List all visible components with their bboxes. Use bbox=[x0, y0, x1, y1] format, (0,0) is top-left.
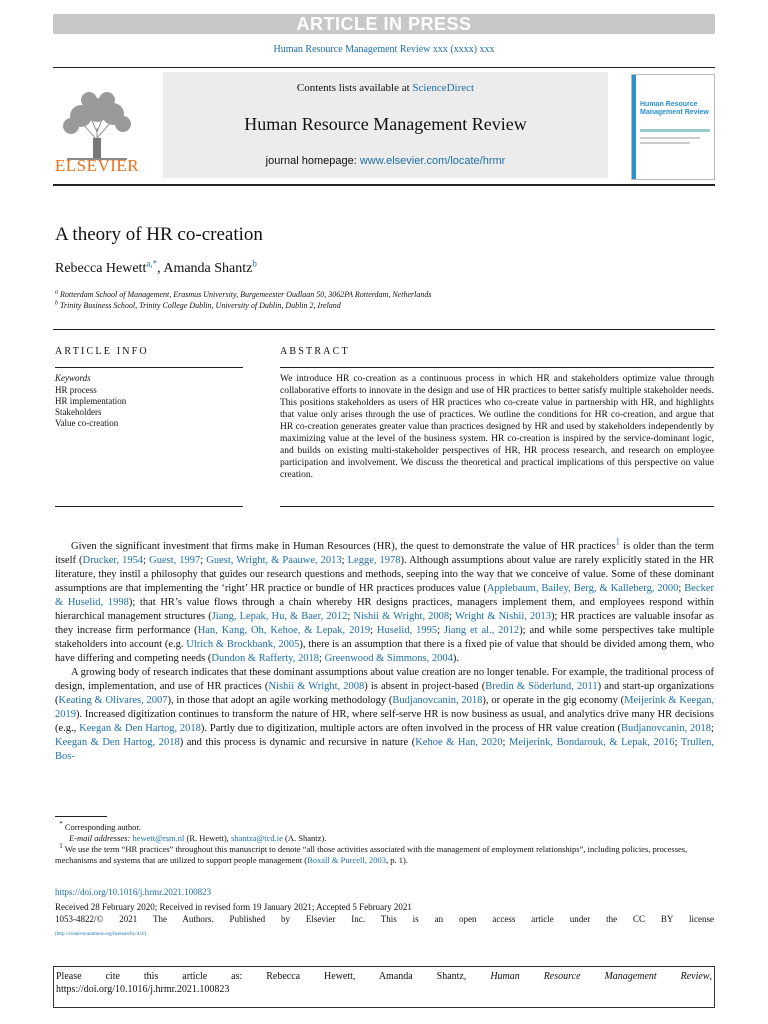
affiliation-a bbox=[55, 290, 431, 299]
footnote-ref[interactable]: 1 bbox=[615, 536, 621, 547]
footnote-mark: 1 bbox=[59, 842, 63, 851]
cite-suffix: , bbox=[709, 971, 713, 982]
homepage-prefix: journal homepage: bbox=[265, 155, 357, 167]
citation-link[interactable]: Meijerink & Keegan, 2019 bbox=[55, 695, 714, 720]
journal-homepage bbox=[163, 155, 608, 167]
footnote-text bbox=[55, 844, 687, 865]
affiliation-b bbox=[55, 301, 341, 310]
body-paragraph bbox=[55, 666, 714, 764]
email-link[interactable]: shantza@tcd.ie bbox=[230, 833, 283, 843]
author-affiliation-mark[interactable]: b bbox=[252, 258, 257, 269]
email-owner: (R. Hewett), bbox=[184, 833, 231, 843]
citation-link[interactable]: Keegan & Den Hartog, 2018 bbox=[79, 723, 201, 734]
author-affiliation-mark[interactable]: a,* bbox=[146, 258, 158, 269]
citation-link[interactable]: Applebaum, Bailey, Berg, & Kalleberg, 2000 bbox=[486, 583, 679, 594]
cite-doi[interactable]: https://doi.org/10.1016/j.hrmr.2021.100823 bbox=[56, 984, 230, 995]
citation-link[interactable]: Huselid, 1995 bbox=[376, 625, 438, 636]
body-text: ) is absent in project-based ( bbox=[364, 681, 486, 692]
body-text: A growing body of research indicates that these dominant assumptions about value creation are no longer tenable. For example, the traditional process of design, implementation, and use of HR practices ( bbox=[55, 667, 714, 692]
contents-line bbox=[163, 82, 608, 94]
article-body bbox=[55, 536, 715, 764]
cover-line bbox=[640, 137, 700, 139]
citation-link[interactable]: Jiang, Lepak, Hu, & Baer, 2012 bbox=[211, 611, 348, 622]
cover-band bbox=[632, 75, 636, 179]
cite-prefix: Please cite this article as: Rebecca Hewett, Amanda Shantz, bbox=[56, 971, 467, 982]
cite-this-article-box bbox=[53, 966, 715, 1008]
body-text: ; bbox=[674, 737, 681, 748]
footnote-rule bbox=[55, 816, 107, 817]
citation-link[interactable]: Wright & Nishii, 2013 bbox=[454, 611, 551, 622]
email-label: E-mail addresses: bbox=[69, 833, 131, 843]
journal-citation[interactable]: Human Resource Management Review xxx (xxxx) xxx bbox=[273, 44, 495, 55]
body-paragraph bbox=[55, 536, 715, 666]
body-text: ). Increased digitization continues to transform the nature of HR, where self-serve HR is now business as usual, and analytics drive many HR decisions (e.g., bbox=[55, 709, 714, 734]
affiliation-mark: b bbox=[55, 300, 58, 307]
body-text: ; bbox=[200, 555, 207, 566]
keywords-label: Keywords bbox=[55, 373, 91, 383]
email-link[interactable]: hewett@rsm.nl bbox=[132, 833, 185, 843]
body-text: ; bbox=[341, 555, 348, 566]
footnote-mark: * bbox=[59, 820, 63, 829]
body-text: ). Partly due to digitization, multiple actors are often involved in the process of HR value creation ( bbox=[200, 723, 622, 734]
citation-link[interactable]: Drucker, 1954 bbox=[82, 555, 144, 566]
citation-link[interactable]: Guest, 1997 bbox=[149, 555, 201, 566]
body-text: ; bbox=[143, 555, 150, 566]
article-title: A theory of HR co-creation bbox=[55, 224, 263, 245]
citation-link[interactable]: Bredin & Söderlund, 2011 bbox=[485, 681, 598, 692]
corresponding-footnote bbox=[55, 822, 714, 833]
body-text: ). Although assumptions about value are rarely explicitly stated in the HR literature, they instil a philosophy that guides our research questions and methods, seeping into the way that we conceive of value. Some of these dominant assumptions are that implementing the ‘right’ HR practice or bundle of HR practices produces value ( bbox=[55, 555, 715, 594]
citation-link[interactable]: Dundon & Rafferty, 2018 bbox=[211, 653, 320, 664]
affiliation-rule bbox=[53, 329, 715, 330]
author-separator: , bbox=[157, 261, 164, 276]
body-text: is older than the term itself ( bbox=[55, 541, 714, 566]
affiliation-text: Rotterdam School of Management, Erasmus University, Burgemeester Oudlaan 50, 3062PA Rotterdam, Netherlands bbox=[60, 290, 432, 299]
affiliation-text: Trinity Business School, Trinity College Dublin, University of Dublin, Dublin 2, Ireland bbox=[60, 301, 341, 310]
body-text: ; bbox=[678, 583, 685, 594]
email-footnote bbox=[55, 833, 728, 844]
affiliation-mark: a bbox=[55, 289, 58, 296]
copyright-line: 1053-4822/© 2021 The Authors. Published by Elsevier Inc. This is an open access article under the CC BY license bbox=[55, 914, 714, 924]
citation-link[interactable]: Nishii & Wright, 2008 bbox=[268, 681, 365, 692]
article-info-heading: ARTICLE INFO bbox=[55, 346, 149, 357]
body-text: ) and this process is dynamic and recursive in nature ( bbox=[179, 737, 416, 748]
journal-title: Human Resource Management Review bbox=[244, 114, 527, 134]
contents-prefix: Contents lists available at bbox=[296, 82, 410, 94]
cover-title: Human Resource Management Review bbox=[640, 101, 709, 116]
article-info-bottom-rule bbox=[55, 506, 243, 507]
article-info-rule bbox=[55, 367, 243, 368]
body-text: ); and while some perspectives take multiple stakeholders into account (e.g. bbox=[55, 625, 715, 650]
citation-link[interactable]: Budjanovcanin, 2018 bbox=[621, 723, 712, 734]
body-text: ), or operate in the gig economy ( bbox=[482, 695, 625, 706]
body-text: , p. 1). bbox=[385, 855, 408, 865]
body-text: ), there is an assumption that there is a fixed pie of value that should be divided among them, who have differing and competing needs ( bbox=[55, 639, 715, 664]
citation-link[interactable]: Budjanovcanin, 2018 bbox=[392, 695, 483, 706]
sciencedirect-link[interactable]: ScienceDirect bbox=[412, 82, 475, 94]
cover-line bbox=[640, 142, 690, 144]
corresponding-text: Corresponding author. bbox=[64, 822, 141, 832]
citation-link[interactable]: Ulrich & Brockbank, 2005 bbox=[186, 639, 300, 650]
author-name[interactable]: Amanda Shantz bbox=[163, 261, 253, 276]
homepage-link[interactable]: www.elsevier.com/locate/hrmr bbox=[359, 155, 506, 167]
footnote-1 bbox=[55, 844, 714, 866]
body-text: ) and start-up organizations ( bbox=[55, 681, 714, 706]
abstract-heading: ABSTRACT bbox=[280, 346, 350, 357]
body-text: ); HR practices are valuable insofar as they increase firm performance ( bbox=[55, 611, 714, 636]
author-name[interactable]: Rebecca Hewett bbox=[55, 261, 147, 276]
keyword: HR process bbox=[55, 385, 97, 395]
body-text: ; bbox=[711, 723, 714, 734]
article-in-press-banner: ARTICLE IN PRESS bbox=[53, 14, 715, 34]
body-text: Given the significant investment that firms make in Human Resources (HR), the quest to demonstrate the value of HR practices bbox=[71, 541, 616, 552]
body-text: ; bbox=[347, 611, 354, 622]
cite-line bbox=[56, 970, 712, 983]
body-text: ; bbox=[370, 625, 377, 636]
abstract-bottom-rule bbox=[280, 506, 714, 507]
citation-link[interactable]: Legge, 1978 bbox=[347, 555, 401, 566]
journal-cover-thumbnail[interactable] bbox=[631, 74, 715, 180]
citation-link[interactable]: Greenwood & Simmons, 2004 bbox=[324, 653, 453, 664]
body-text: ; bbox=[502, 737, 510, 748]
header-bottom-rule bbox=[53, 184, 715, 186]
journal-header bbox=[53, 72, 715, 182]
keyword: Value co-creation bbox=[55, 418, 119, 428]
body-text: ), in those that adopt an agile working methodology ( bbox=[167, 695, 393, 706]
body-text: ). bbox=[452, 653, 460, 664]
header-top-rule bbox=[53, 67, 715, 68]
citation-link[interactable]: Boxall & Purcell, 2003 bbox=[307, 855, 386, 865]
cover-line bbox=[640, 129, 710, 132]
citation-link[interactable]: Kehoe & Han, 2020 bbox=[415, 737, 503, 748]
body-text: ; bbox=[319, 653, 325, 664]
citation-link[interactable]: Guest, Wright, & Paauwe, 2013 bbox=[206, 555, 342, 566]
citation-link[interactable]: Nishii & Wright, 2008 bbox=[353, 611, 450, 622]
body-text: We use the term “HR practices” throughout this manuscript to denote “all those activities associated with the management of employment relationships”, including policies, processes, mechanisms and systems that are utilized to support people management ( bbox=[55, 844, 688, 865]
body-text: ; bbox=[449, 611, 455, 622]
citation-link[interactable]: Jiang et al., 2012 bbox=[443, 625, 520, 636]
keyword: Stakeholders bbox=[55, 407, 102, 417]
publisher-name: ELSEVIER bbox=[54, 156, 140, 175]
abstract-rule bbox=[280, 367, 714, 368]
keyword: HR implementation bbox=[55, 396, 127, 406]
license-link[interactable]: (http://creativecommons.org/licenses/by/4.0/). bbox=[55, 932, 148, 937]
abstract-text: We introduce HR co-creation as a continuous process in which HR and stakeholders optimize value through collaborative efforts to innovate in the design and use of HR practices to better satisfy multiple stakeholder needs. This positions stakeholders as users of HR practices who co-create value in partnership with HR, and highlights that value only arises through the use of practices. We outline the conditions for HR co-creation, and argue that HR co-creation generates greater value than practices designed by HR and used by stakeholders independently by maximizing value at the level of the business system. HR co-creation is inspired by the service-dominant logic, and builds on existing multi-stakeholder perspectives of HR, HR process research, and research on employee participation and involvement. We discuss the theoretical and practical implications of this perspective on value creation. bbox=[280, 374, 714, 480]
citation-link[interactable]: Keating & Olivares, 2007 bbox=[58, 695, 168, 706]
journal-info-panel bbox=[163, 72, 608, 178]
body-text: ); that HR’s value flows through a chain whereby HR designs practices, managers implement them, and employees respond within hierarchical management structures ( bbox=[55, 597, 714, 622]
received-dates: Received 28 February 2020; Received in revised form 19 January 2021; Accepted 5 February 2021 bbox=[55, 902, 412, 912]
citation-link[interactable]: Becker & Huselid, 1998 bbox=[55, 583, 715, 608]
citation-link[interactable]: Han, Kang, Oh, Kehoe, & Lepak, 2019 bbox=[197, 625, 371, 636]
email-owner: (A. Shantz). bbox=[282, 833, 327, 843]
author-list bbox=[55, 258, 257, 277]
citation-link[interactable]: Meijerink, Bondarouk, & Lepak, 2016 bbox=[509, 737, 675, 748]
doi-link[interactable]: https://doi.org/10.1016/j.hrmr.2021.100823 bbox=[55, 887, 212, 897]
citation-link[interactable]: Trullen, Bos- bbox=[55, 737, 715, 762]
body-text: ; bbox=[437, 625, 444, 636]
cite-journal: Human Resource Management Review bbox=[490, 971, 710, 982]
citation-link[interactable]: Keegan & Den Hartog, 2018 bbox=[55, 737, 180, 748]
